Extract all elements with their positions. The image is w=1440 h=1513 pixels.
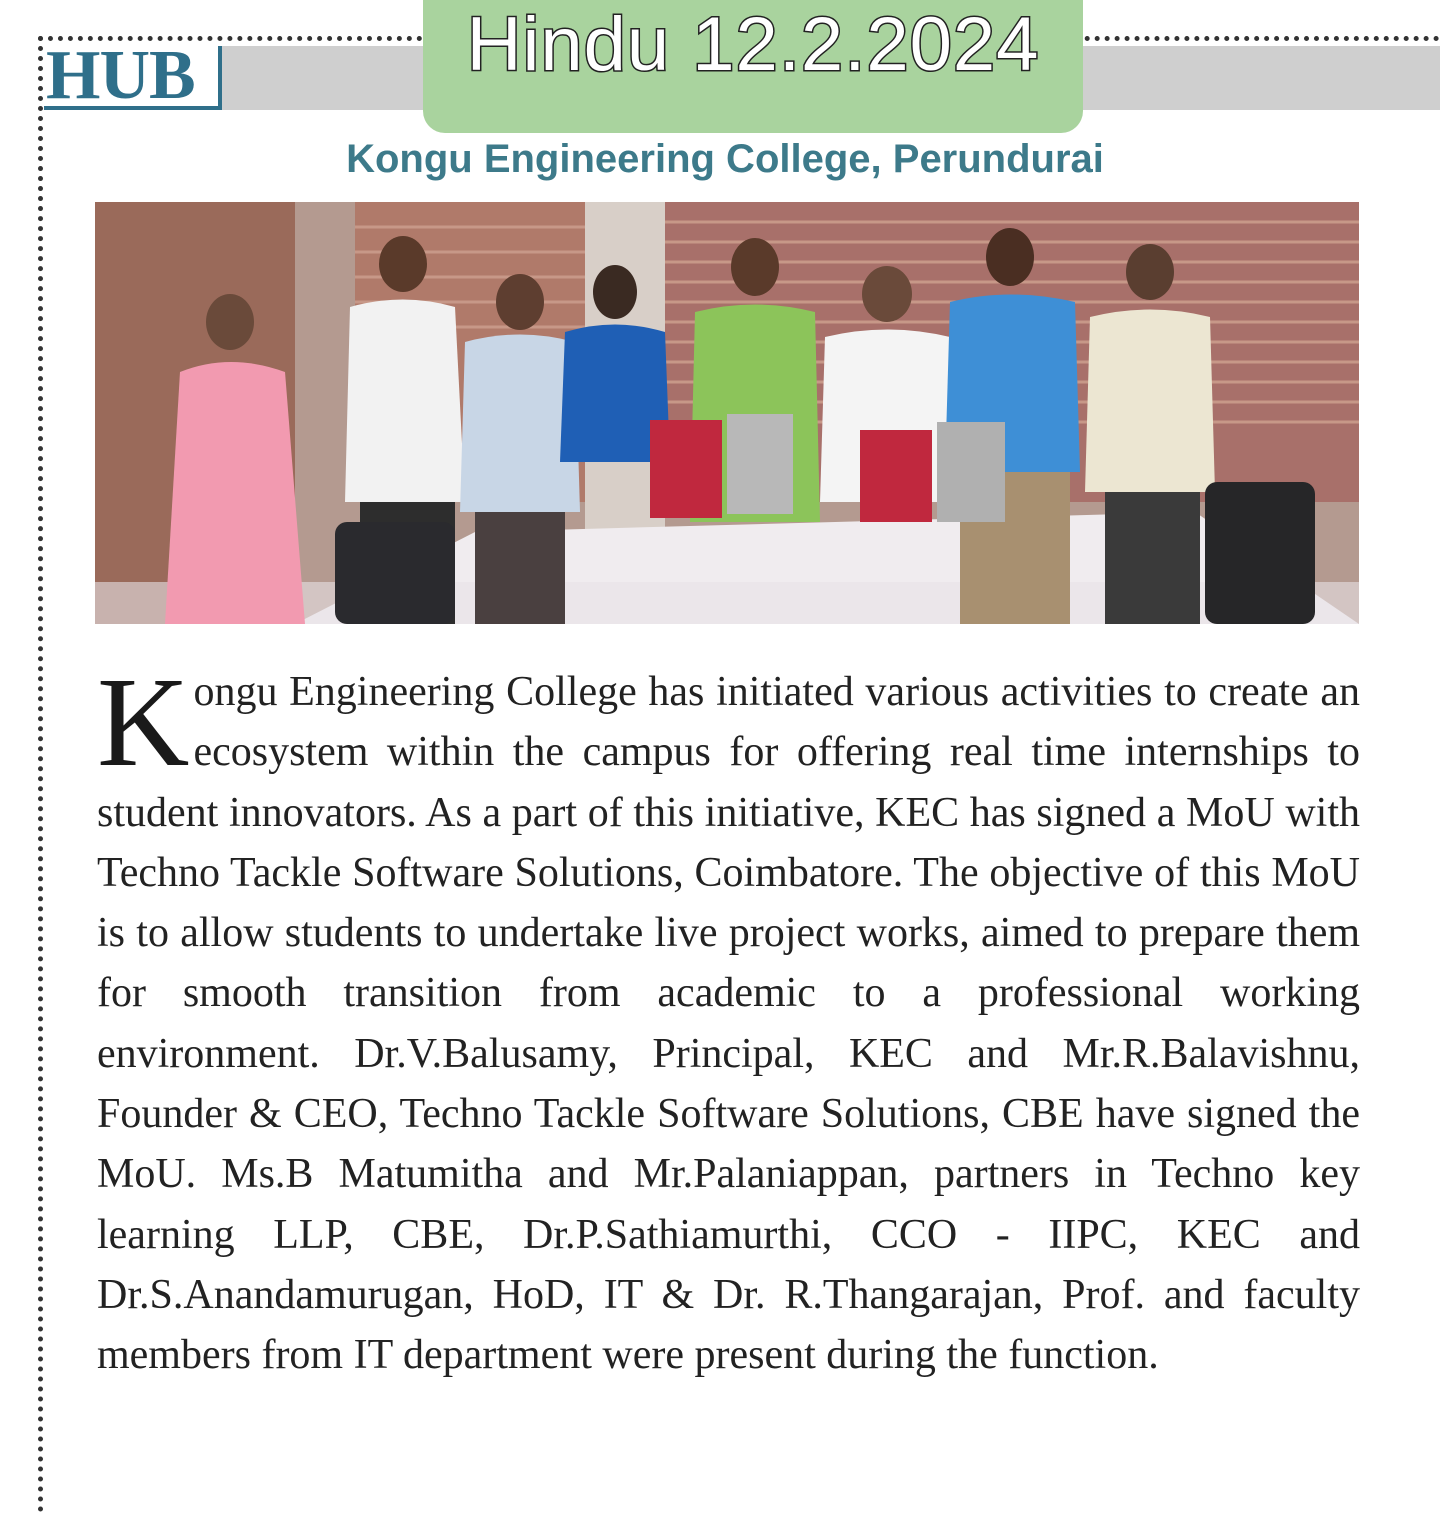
section-label: HUB <box>46 37 195 114</box>
drop-cap: K <box>97 651 190 793</box>
dotted-border-left <box>38 36 43 1513</box>
date-tag <box>423 0 1083 133</box>
article-text: ongu Engineering College has initiated various activities to create an ecosystem within the campus for offering real time internships to student innovators. As a part of this initiative, KEC has signed a MoU with Techno Tackle Software Solutions, Coimbatore. The objective of this MoU is to allow students to undertake live project works, aimed to prepare them for smooth transition from academic to a professional working environment. Dr.V.Balusamy, Principal, KEC and Mr.R.Balavishnu, Founder & CEO, Techno Tackle Software Solutions, CBE have signed the MoU. Ms.B Matumitha and Mr.Palaniappan, partners in Techno key learning LLP, CBE, Dr.P.Sathiamurthi, CCO - IIPC, KEC and Dr.S.Anandamurugan, HoD, IT & Dr. R.Thangarajan, Prof. and faculty members from IT department were present during the function. <box>97 669 1360 1379</box>
article-title: Kongu Engineering College, Perundurai <box>346 137 1104 181</box>
date-tag-text: Hindu 12.2.2024 <box>466 2 1040 87</box>
article-body <box>97 651 1360 1386</box>
article-photo <box>95 202 1359 624</box>
